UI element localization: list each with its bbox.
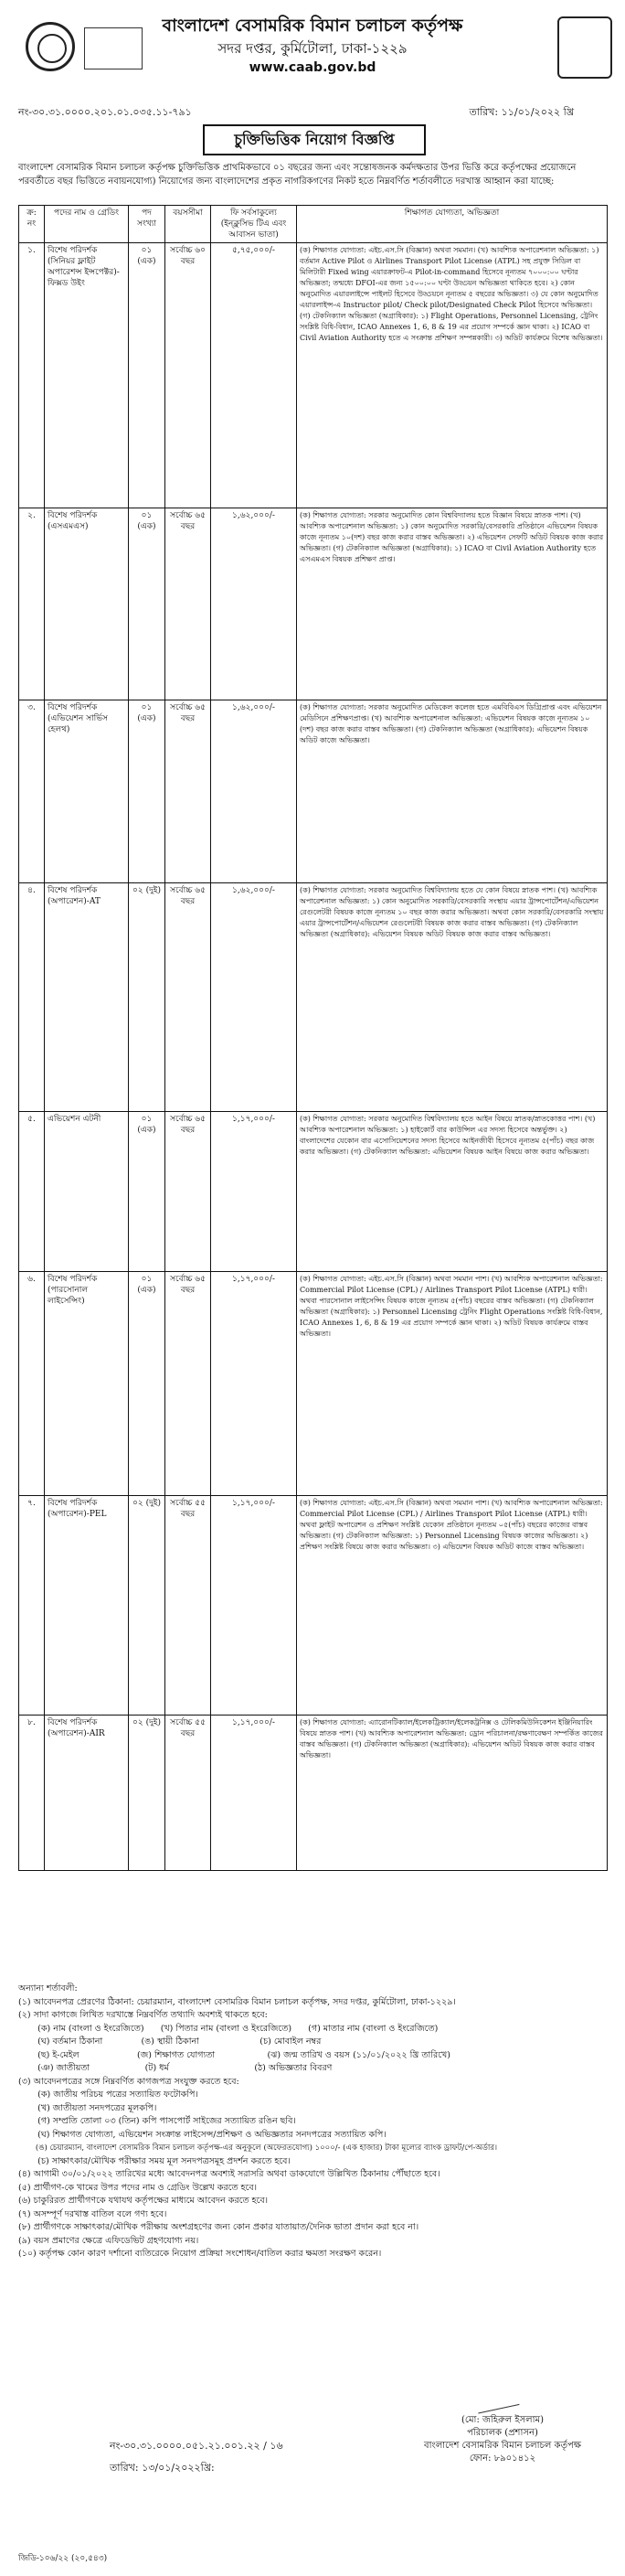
col-header-qualification: শিক্ষাগত যোগ্যতা, অভিজ্ঞতা — [297, 206, 608, 243]
table-row — [19, 508, 608, 700]
notes-heading: অন্যান্য শর্তাবলী: — [18, 1983, 78, 1993]
publication-code: জিডি-১০৬/২২ (২০,৫৪৩) — [18, 2554, 108, 2563]
cell-qualification: (ক) শিক্ষাগত যোগ্যতা: সরকার অনুমোদিত কোন বিশ্ববিদ্যালয় হতে বিজ্ঞান বিষয়ে স্নাতক পাশ। (খ) আবশ্যিক অপারেশনাল অভিজ্ঞতা: ১) কোন অনুমোদিত সরকারি/বেসরকারি প্রতিষ্ঠানে এভিয়েশন বিষয়ক কাজে নূন্যতম ১০(দশ) বছর কাজ করার বাস্তব অভিজ্ঞতা। ২) এভিয়েশন সেফটি অডিট বিষয়ক কাজ করার অভিজ্ঞতা। (গ) টেকনিক্যাল অভিজ্ঞতা (অগ্রাধিকার): ১) ICAO বা Civil Aviation Authority হতে এসএমএস বিষয়ক প্রশিক্ষণ প্রাপ্ত। — [297, 508, 608, 700]
cell-count: ০১ (এক) — [129, 1272, 165, 1496]
table-row — [19, 243, 608, 508]
signatory-org: বাংলাদেশ বেসামরিক বিমান চলাচল কর্তৃপক্ষ — [424, 2441, 581, 2451]
cell-post: বিশেষ পরিদর্শক (অপারেশন)-AIR — [45, 1716, 129, 1871]
note-line: (৫) প্রার্থীগণ-কে খামের উপর পদের নাম ও গ্রেডিং উল্লেখ করতে হবে। — [18, 2182, 258, 2193]
table-row — [19, 1716, 608, 1871]
cell-fee: ১,১৭,০০০/- — [211, 1716, 297, 1871]
cell-sl: ৪. — [19, 883, 45, 1112]
footer-date: তারিখ: ১৩/০১/২০২২খ্রি: — [110, 2462, 215, 2474]
note-line: (৩) আবেদনপত্রের সঙ্গে নিম্নবর্ণিত কাগজপত্র সংযুক্ত করতে হবে: — [18, 2076, 239, 2087]
cell-fee: ১,১৭,০০০/- — [211, 1272, 297, 1496]
cell-qualification: (ক) শিক্ষাগত যোগ্যতা: সরকার অনুমোদিত বিশ্ববিদ্যালয় হতে আইন বিষয়ে স্নাতক/স্নাতকোত্তর পাশ। (খ) আবশ্যিক অপারেশনাল অভিজ্ঞতা: ১) হাইকোর্ট বার কাউন্সিল এর সদস্য হিসেবে অন্তর্ভুক্ত। ২) বাংলাদেশের যেকোন বার এসোসিয়েশনের সদস্য হিসেবে আইনজীবী হিসেবে নূন্যতম ৫(পাঁচ) বছর কাজ করার অভিজ্ঞতা। (গ) টেকনিক্যাল অভিজ্ঞতা: এভিয়েশন বিষয়ক আইন বিষয়ে কাজ করার অভিজ্ঞতা। — [297, 1112, 608, 1272]
cell-fee: ১,৬২,০০০/- — [211, 700, 297, 883]
cell-age: সর্বোচ্চ ৬৫ বছর — [165, 1112, 211, 1272]
cell-qualification: (ক) শিক্ষাগত যোগ্যতা: এইচ.এস.সি (বিজ্ঞান) অথবা সমমান। (খ) আবশ্যিক অপারেশনাল অভিজ্ঞতা: ১) বর্তমান Active Pilot ও Airlines Transport Pilot License (ATPL) সহ প্রযুক্ত সিডিল বা মিলিটারী Fixed wing এয়ারক্রাফট-এ Pilot-in-command হিসেবে নূন্যতম ৭০০০:০০ ঘণ্টার অভিজ্ঞতা; তন্মধ্যে DFOI-এর জন্য ১৫০০:০০ ঘণ্টা উড্ডয়ন অভিজ্ঞতা থাকিতে হবে। ২) কোন অনুমোদিত এয়ারলাইন্সে পাইলট হিসেবে উড্ডয়নে নূন্যতম ৫ বছরের অভিজ্ঞতা। ৩) যে কোন অনুমোদিত এয়ারলাইন্স-এ Instructor pilot/ Check pilot/Designated Check Pilot হিসেবে অভিজ্ঞতা। (গ) টেকনিক্যাল অভিজ্ঞতা (অগ্রাধিকার): ১) Flight Operations, Personnel Licensing, ট্রেনিং সংশ্লিষ্ট বিধি-বিধান, ICAO Annexes 1, 6, 8 & 19 এর প্রয়োগ সম্পর্কে জ্ঞান থাকা। ২) ICAO বা Civil Aviation Authority হতে এ সংক্রান্ত প্রশিক্ষণ সম্পন্নকারী। ৩) অডিট কার্যক্রমে বিশেষ অভিজ্ঞতা। — [297, 243, 608, 508]
note-line: (৯) বয়স প্রমাণের ক্ষেত্রে এফিডেভিট গ্রহণযোগ্য নয়। — [18, 2235, 199, 2246]
intro-paragraph: বাংলাদেশ বেসামরিক বিমান চলাচল কর্তৃপক্ষ চুক্তিভিত্তিক প্রাথমিকভাবে ০১ বছরের জন্য এবং সন্তোষজনক কর্মদক্ষতার উপর ভিত্তি করে কর্তৃপক্ষের প্রয়োজনে পরবর্তীতে বছর ভিত্তিতে নবায়নযোগ্য) নিয়োগের জন্য বাংলাদেশের প্রকৃত নাগরিকগণের নিকট হতে নিম্নবর্ণিত শর্তাবলীতে দরখাস্ত আহ্বান করা যাচ্ছে: — [18, 163, 577, 187]
other-conditions — [18, 1983, 607, 2261]
cell-post: বিশেষ পরিদর্শক (সিনিয়র ফ্লাইট অপারেশন্স ইন্সপেক্টর)- ফিক্সড উইং — [45, 243, 129, 508]
cell-qualification: (ক) শিক্ষাগত যোগ্যতা: এইচ.এস.সি (বিজ্ঞান) অথবা সমমান পাশ। (খ) আবশ্যিক অপারেশনাল অভিজ্ঞতা: Commercial Pilot License (CPL) / Airlines Transport Pilot License (ATPL) ধারী। অথবা পারসোনাল লাইসেন্সিং বিষয়ক কাজে নূন্যতম ৫(পাঁচ) বছরের বাস্তব অভিজ্ঞতা। (গ) টেকনিক্যাল অভিজ্ঞতা (অগ্রাধিকার): ১) Personnel Licensing ট্রেনিং Flight Operations সংশ্লিষ্ট বিধি-বিধান, ICAO Annexes 1, 6, 8 & 19 এর প্রয়োগ সম্পর্কে জ্ঞান থাকা। ২) অডিট বিষয়ক কার্যক্রমে বাস্তব অভিজ্ঞতা। — [297, 1272, 608, 1496]
note-line: (ক) নাম (বাংলা ও ইংরেজিতে) (খ) পিতার নাম (বাংলা ও ইংরেজিতে) (গ) মাতার নাম (বাংলা ও ইংরেজিতে) — [18, 2023, 439, 2034]
note-line: (খ) জাতীয়তা সনদপত্রের মূলকপি। — [18, 2102, 157, 2113]
cell-count: ০২ (দুই) — [129, 1496, 165, 1716]
cell-post: এভিয়েশন এটনী — [45, 1112, 129, 1272]
cell-sl: ৮. — [19, 1716, 45, 1871]
memo-number: নং-৩০.৩১.০০০০.২০১.০১.০৩৫.১১-৭৯১ — [18, 106, 192, 118]
table-row — [19, 1496, 608, 1716]
cell-count: ০১ (এক) — [129, 243, 165, 508]
signatory-phone: ফোন: ৮৯০১৪১২ — [469, 2453, 536, 2464]
cell-age: সর্বোচ্চ ৬৫ বছর — [165, 508, 211, 700]
note-line: (ক) জাতীয় পরিচয় পত্রের সত্যায়িত ফটোকপি। — [18, 2090, 198, 2100]
cell-count: ০২ (দুই) — [129, 1716, 165, 1871]
col-header-count: পদ সংখ্যা — [129, 206, 165, 243]
org-website[interactable]: www.caab.gov.bd — [249, 60, 376, 75]
note-line: (৬) চাকুরিরত প্রার্থীগণকে যথাযথ কর্তৃপক্ষের মাধ্যমে আবেদন করতে হবে। — [18, 2196, 269, 2206]
org-address: সদর দপ্তর, কুর্মিটোলা, ঢাকা-১২২৯ — [217, 40, 408, 57]
note-line: (৭) অসম্পূর্ণ দরখাস্ত বাতিল বলে গণ্য হবে। — [18, 2208, 167, 2219]
cell-post: বিশেষ পরিদর্শক (পারসোনাল লাইসেন্সিং) — [45, 1272, 129, 1496]
cell-fee: ১,১৭,০০০/- — [211, 1112, 297, 1272]
signature-mark — [472, 2379, 519, 2414]
note-line: (ঘ) বর্তমান ঠিকানা (ঙ) স্থায়ী ঠিকানা (চ) মোবাইল নম্বর — [18, 2036, 322, 2047]
col-header-post: পদের নাম ও গ্রেডিং — [45, 206, 129, 243]
cell-post: বিশেষ পরিদর্শক (এভিয়েশন সার্ভিস হেলথ) — [45, 700, 129, 883]
note-line: (ঙ) চেয়ারম্যান, বাংলাদেশ বেসামরিক বিমান চলাচল কর্তৃপক্ষ-এর অনুকূলে (অফেরতযোগ্য) ১০০০/- (এক হাজার) টাকা মূল্যের ব্যাংক ড্রাফট/পে-অর্ডার। — [18, 2143, 498, 2153]
vacancy-table — [18, 205, 608, 1871]
mujib-borsho-logo-icon — [84, 27, 143, 69]
letterhead — [0, 0, 625, 91]
table-header-row — [19, 206, 608, 243]
cell-sl: ১. — [19, 243, 45, 508]
cell-count: ০১ (এক) — [129, 508, 165, 700]
cell-age: সর্বোচ্চ ৬৫ বছর — [165, 1272, 211, 1496]
memo-date: তারিখ: ১১/০১/২০২২ খ্রি — [469, 106, 574, 118]
cell-age: সর্বোচ্চ ৬৫ বছর — [165, 700, 211, 883]
cell-age: সর্বোচ্চ ৬৫ বছর — [165, 883, 211, 1112]
col-header-fee: ফি সর্বসাকুল্যে (ইন্ক্লুসিভ টিএ এবং আবাসন ভাতা) — [211, 206, 297, 243]
cell-sl: ৬. — [19, 1272, 45, 1496]
portrait-logo-icon — [557, 16, 612, 79]
cell-age: সর্বোচ্চ ৫৫ বছর — [165, 1716, 211, 1871]
notice-title: চুক্তিভিত্তিক নিয়োগ বিজ্ঞপ্তি — [203, 124, 426, 155]
note-line: (৪) আগামী ৩০/০১/২০২২ তারিখের মধ্যে আবেদনপত্র অবশ্যই সরাসরি অথবা ডাকযোগে উল্লিখিত ঠিকানায় পৌঁছাতে হবে। — [18, 2169, 440, 2179]
cell-qualification: (ক) শিক্ষাগত যোগ্যতা: এইচ.এস.সি (বিজ্ঞান) অথবা সমমান পাশ। (খ) আবশ্যিক অপারেশনাল অভিজ্ঞতা: Commercial Pilot License (CPL) / Airlines Transport Pilot License (ATPL) ধারী। অথবা ফ্লাইট অপারেশন ও প্রশিক্ষণ সংশ্লিষ্ট যেকোন প্রতিষ্ঠানে নূন্যতম ০৫(পাঁচ) বছরের কাজের বাস্তব অভিজ্ঞতা। (গ) টেকনিক্যাল অভিজ্ঞতা: ১) Personnel Licensing বিষয়ক কাজের অভিজ্ঞতা। ২) প্রশিক্ষণ সংশ্লিষ্ট বিষয়ে কাজ করার অভিজ্ঞতা। ৩) এভিয়েশন বিষয়ক অডিট কাজে বাস্তব অভিজ্ঞতা। — [297, 1496, 608, 1716]
signature-block — [402, 2414, 603, 2465]
note-line: (ছ) ই-মেইল (জ) শিক্ষাগত যোগ্যতা (ঝ) জন্ম তারিখ ও বয়স (১১/০১/২০২২ খ্রি তারিখে) — [18, 2049, 450, 2060]
cell-age: সর্বোচ্চ ৬০ বছর — [165, 243, 211, 508]
cell-sl: ৫. — [19, 1112, 45, 1272]
cell-age: সর্বোচ্চ ৫৫ বছর — [165, 1496, 211, 1716]
cell-post: বিশেষ পরিদর্শক (অপারেশন)-PEL — [45, 1496, 129, 1716]
org-name: বাংলাদেশ বেসামরিক বিমান চলাচল কর্তৃপক্ষ — [162, 16, 463, 36]
table-row — [19, 1112, 608, 1272]
note-line: (গ) সম্প্রতি তোলা ০৩ (তিন) কপি পাসপোর্ট সাইজের সত্যায়িত রঙিন ছবি। — [18, 2116, 296, 2126]
signatory-title: পরিচালক (প্রশাসন) — [467, 2428, 538, 2438]
cell-count: ০২ (দুই) — [129, 883, 165, 1112]
note-line: (চ) সাক্ষাৎকার/মৌখিক পরীক্ষার সময় মূল সনদপত্রসমূহ প্রদর্শন করতে হবে। — [18, 2155, 291, 2166]
note-line: (ঘ) শিক্ষাগত যোগ্যতা, এভিয়েশন সংক্রান্ত লাইসেন্স/প্রশিক্ষণ ও অভিজ্ঞতার সনদপত্রের সত্যায়িত কপি। — [18, 2129, 387, 2140]
cell-sl: ৭. — [19, 1496, 45, 1716]
cell-fee: ১,৬২,০০০/- — [211, 508, 297, 700]
note-line: (২) সাদা কাগজে লিখিত দরখাস্তে নিম্নবর্ণিত তথ্যাদি অবশ্যই থাকতে হবে: — [18, 2010, 268, 2020]
cell-sl: ৩. — [19, 700, 45, 883]
cell-count: ০১ (এক) — [129, 700, 165, 883]
cell-post: বিশেষ পরিদর্শক (এসএমএস) — [45, 508, 129, 700]
note-line: (১০) কর্তৃপক্ষ কোন কারণ দর্শানো ব্যতিরেকে নিয়োগ প্রক্রিয়া সংশোধন/বাতিল করার ক্ষমতা সংরক্ষণ করেন। — [18, 2249, 382, 2259]
cell-count: ০১ (এক) — [129, 1112, 165, 1272]
footer-memo-number: নং-৩০.৩১.০০০০.০৫১.২১.০০১.২২ / ১৬ — [110, 2440, 283, 2452]
signatory-name: (মো: জহিরুল ইসলাম) — [461, 2415, 544, 2425]
table-row — [19, 1272, 608, 1496]
caab-logo-icon — [26, 22, 75, 71]
cell-fee: ৫,৭৫,০০০/- — [211, 243, 297, 508]
table-row — [19, 700, 608, 883]
col-header-sl: ক্র: নং — [19, 206, 45, 243]
cell-fee: ১,১৭,০০০/- — [211, 1496, 297, 1716]
cell-post: বিশেষ পরিদর্শক (অপারেশন)-AT — [45, 883, 129, 1112]
col-header-age: বয়সসীমা — [165, 206, 211, 243]
note-line: (৮) প্রার্থীগণকে সাক্ষাৎকার/মৌখিক পরীক্ষায় অংশগ্রহণের জন্য কোন প্রকার যাতায়াত/দৈনিক ভাতা প্রদান করা হবে না। — [18, 2222, 419, 2232]
table-row — [19, 883, 608, 1112]
cell-qualification: (ক) শিক্ষাগত যোগ্যতা: সরকার অনুমোদিত মেডিকেল কলেজ হতে এমবিবিএস ডিগ্রিপ্রাপ্ত এবং এভিয়েশন মেডিসিনে প্রশিক্ষণপ্রাপ্ত। (খ) আবশ্যিক অপারেশনাল অভিজ্ঞতা: এভিয়েশন বিষয়ক কাজে নূন্যতম ১০ (দশ) বছর কাজ করার বাস্তব অভিজ্ঞতা। (গ) টেকনিক্যাল অভিজ্ঞতা (অগ্রাধিকার): এভিয়েশন বিষয়ক অডিট কাজে অভিজ্ঞতা। — [297, 700, 608, 883]
cell-sl: ২. — [19, 508, 45, 700]
note-line: (ঞ) জাতীয়তা (ট) ধর্ম (ঠ) অভিজ্ঞতার বিবরণ — [18, 2063, 333, 2073]
cell-qualification: (ক) শিক্ষাগত যোগ্যতা: এ্যারোনটিক্যাল/ইলেকট্রিক্যাল/ইলেকট্রনিক্স ও টেলিকমিউনিকেশন ইঞ্জিনিয়ারিং বিষয়ে স্নাতক পাশ। (খ) আবশ্যিক অপারেশনাল অভিজ্ঞতা: ড্রোন পরিচালনা/রক্ষণাবেক্ষণ সম্পর্কিত কাজের বাস্তব অভিজ্ঞতা। (গ) টেকনিক্যাল অভিজ্ঞতা (অগ্রাধিকার): এভিয়েশন অডিট বিষয়ক কাজ করার বাস্তব অভিজ্ঞতা। — [297, 1716, 608, 1871]
cell-fee: ১,৬২,০০০/- — [211, 883, 297, 1112]
cell-qualification: (ক) শিক্ষাগত যোগ্যতা: সরকার অনুমোদিত বিশ্ববিদ্যালয় হতে যে কোন বিষয়ে স্নাতক পাশ। (খ) আবশ্যিক অপারেশনাল অভিজ্ঞতা: ১) কোন অনুমোদিত সরকারি/বেসরকারি সংস্থায় এয়ার ট্রান্সপোর্টেশন/এভিয়েশন রেগুলেটরী বিষয়ক কাজে নূন্যতম ১০ বছর কাজ করার অভিজ্ঞতা। অথবা কোন সরকারি/বেসরকারি সংস্থায় এয়ার ট্রান্সপোর্টেশন/এভিয়েশন রেগুলেটরী বিষয়ক কাজ করার বাস্তব অভিজ্ঞতা। (গ) টেকনিক্যাল অভিজ্ঞতা (অগ্রাধিকার): এভিয়েশন বিষয়ক অডিট বিষয়ক কাজ করার বাস্তব অভিজ্ঞতা। — [297, 883, 608, 1112]
note-line: (১) আবেদনপত্র প্রেরণের ঠিকানা: চেয়ারম্যান, বাংলাদেশ বেসামরিক বিমান চলাচল কর্তৃপক্ষ, সদর দপ্তর, কুর্মিটোলা, ঢাকা-১২২৯। — [18, 1996, 456, 2007]
